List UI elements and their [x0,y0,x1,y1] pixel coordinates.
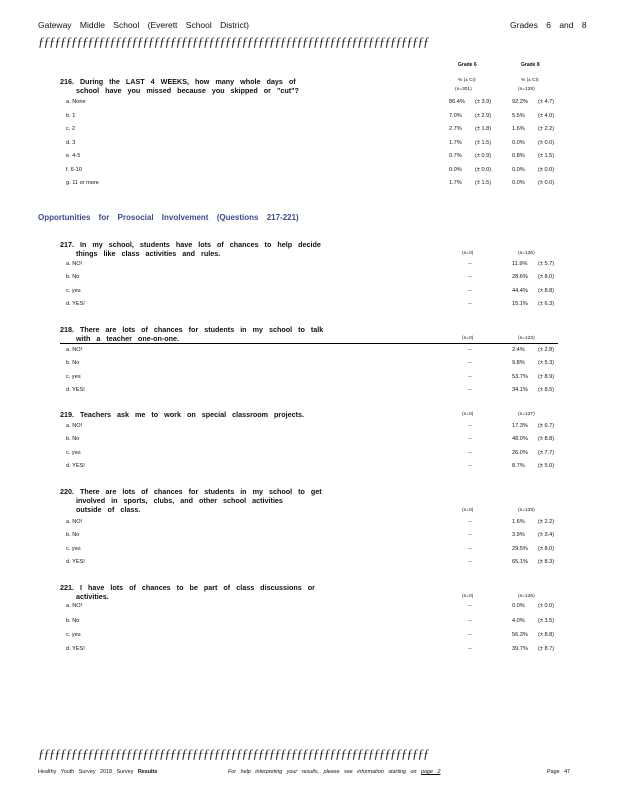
table-row: d. YES! -- 8.7% (± 5.0) [66,463,555,469]
table-row: c. 2 2.7% (± 1.8) 1.6% (± 2.2) [66,126,555,132]
question-220-line1: 220. There are lots of chances for students in my school to get [60,487,322,496]
table-row: g. 11 or more 1.7% (± 1.5) 0.0% (± 0.0) [66,180,555,186]
grade6-column-header: Grade 6 [458,62,477,68]
table-row: d. YES! -- 34.1% (± 8.5) [66,387,555,393]
table-row: d. YES! -- 15.1% (± 6.3) [66,301,555,307]
table-row: b. No -- 3.9% (± 3.4) [66,532,555,538]
question-217-line2: things like class activities and rules. [76,249,221,258]
grade8-column-header: Grade 8 [521,62,540,68]
table-row: d. YES! -- 39.7% (± 8.7) [66,646,555,652]
question-218-line2: with a teacher one-on-one. [76,334,180,343]
footer-page-number: Page 47 [547,769,571,775]
table-row: c. yes -- 44.4% (± 8.8) [66,288,555,294]
decorative-divider-bottom: ƒƒƒƒƒƒƒƒƒƒƒƒƒƒƒƒƒƒƒƒƒƒƒƒƒƒƒƒƒƒƒƒƒƒƒƒƒƒƒƒƒƒƒƒƒƒƒƒƒƒƒƒƒƒƒƒƒƒƒƒƒƒƒƒƒƒƒƒƒƒƒ [38,746,429,761]
document-header-left: Gateway Middle School (Everett School District) [38,20,249,30]
section-title: Opportunities for Prosocial Involvement (Questions 217-221) [38,213,299,222]
q217-n-grade6: (n=0) [462,251,474,256]
grade8-pct-ci-header: % (± CI) [521,78,539,83]
table-row: c. yes -- 53.7% (± 8.9) [66,374,555,380]
table-row: d. 3 1.7% (± 1.5) 0.0% (± 0.0) [66,140,555,146]
table-row: a. None 86.4% (± 3.9) 92.2% (± 4.7) [66,99,555,105]
q221-n-grade8: (n=126) [518,594,535,599]
table-row: b. No -- 48.0% (± 8.8) [66,436,555,442]
q218-n-grade6: (n=0) [462,336,474,341]
document-header-right: Grades 6 and 8 [510,20,587,30]
q220-n-grade6: (n=0) [462,508,474,513]
table-row: a. NO! -- 2.4% (± 2.8) [66,347,555,353]
table-row: a. NO! -- 1.6% (± 2.2) [66,519,555,525]
table-row: a. NO! -- 17.3% (± 6.7) [66,423,555,429]
question-218-line1: 218. There are lots of chances for students in my school to talk [60,325,324,334]
grade6-pct-ci-header: % (± CI) [458,78,476,83]
question-216-line2: school have you missed because you skipped or "cut"? [76,86,299,95]
footer-help-text: For help interpreting your results, please see information starting on [228,769,417,775]
question-216-line1: 216. During the LAST 4 WEEKS, how many whole days of [60,77,296,86]
table-row: c. yes -- 56.3% (± 8.8) [66,632,555,638]
footer-left [38,769,157,775]
table-row: d. YES! -- 65.1% (± 8.3) [66,559,555,565]
table-row: c. yes -- 29.5% (± 8.0) [66,546,555,552]
divider-rule [60,343,558,344]
table-row: a. NO! -- 11.9% (± 5.7) [66,261,555,267]
question-220-line2: involved in sports, clubs, and other school activities [76,496,283,505]
decorative-divider-top: ƒƒƒƒƒƒƒƒƒƒƒƒƒƒƒƒƒƒƒƒƒƒƒƒƒƒƒƒƒƒƒƒƒƒƒƒƒƒƒƒƒƒƒƒƒƒƒƒƒƒƒƒƒƒƒƒƒƒƒƒƒƒƒƒƒƒƒƒƒƒƒ [38,34,429,49]
q219-n-grade6: (n=0) [462,412,474,417]
table-row: e. 4-5 0.7% (± 0.9) 0.8% (± 1.5) [66,153,555,159]
question-221-line1: 221. I have lots of chances to be part of class discussions or [60,583,315,592]
footer-help-note [228,769,441,775]
q218-n-grade8: (n=123) [518,336,535,341]
question-221-line2: activities. [76,592,109,601]
table-row: f. 6-10 0.0% (± 0.0) 0.0% (± 0.0) [66,167,555,173]
question-217-line1: 217. In my school, students have lots of chances to help decide [60,240,321,249]
table-row: b. No -- 9.8% (± 5.3) [66,360,555,366]
q221-n-grade6: (n=0) [462,594,474,599]
q220-n-grade8: (n=129) [518,508,535,513]
footer-results-label: Results [137,769,158,775]
table-row: b. 1 7.0% (± 2.9) 5.5% (± 4.0) [66,113,555,119]
footer-survey-name: Healthy Youth Survey 2018 Survey [38,769,134,775]
table-row: b. No -- 4.0% (± 3.5) [66,618,555,624]
question-220-line3: outside of class. [76,505,141,514]
q219-n-grade8: (n=127) [518,412,535,417]
footer-page-link[interactable]: page 2 [421,769,441,775]
table-row: b. No -- 28.6% (± 8.0) [66,274,555,280]
q217-n-grade8: (n=126) [518,251,535,256]
table-row: c. yes -- 26.0% (± 7.7) [66,450,555,456]
q216-n-grade8: (n=128) [518,87,535,92]
table-row: a. NO! -- 0.0% (± 0.0) [66,603,555,609]
question-219-line1: 219. Teachers ask me to work on special classroom projects. [60,410,304,419]
q216-n-grade6: (n=301) [455,87,472,92]
